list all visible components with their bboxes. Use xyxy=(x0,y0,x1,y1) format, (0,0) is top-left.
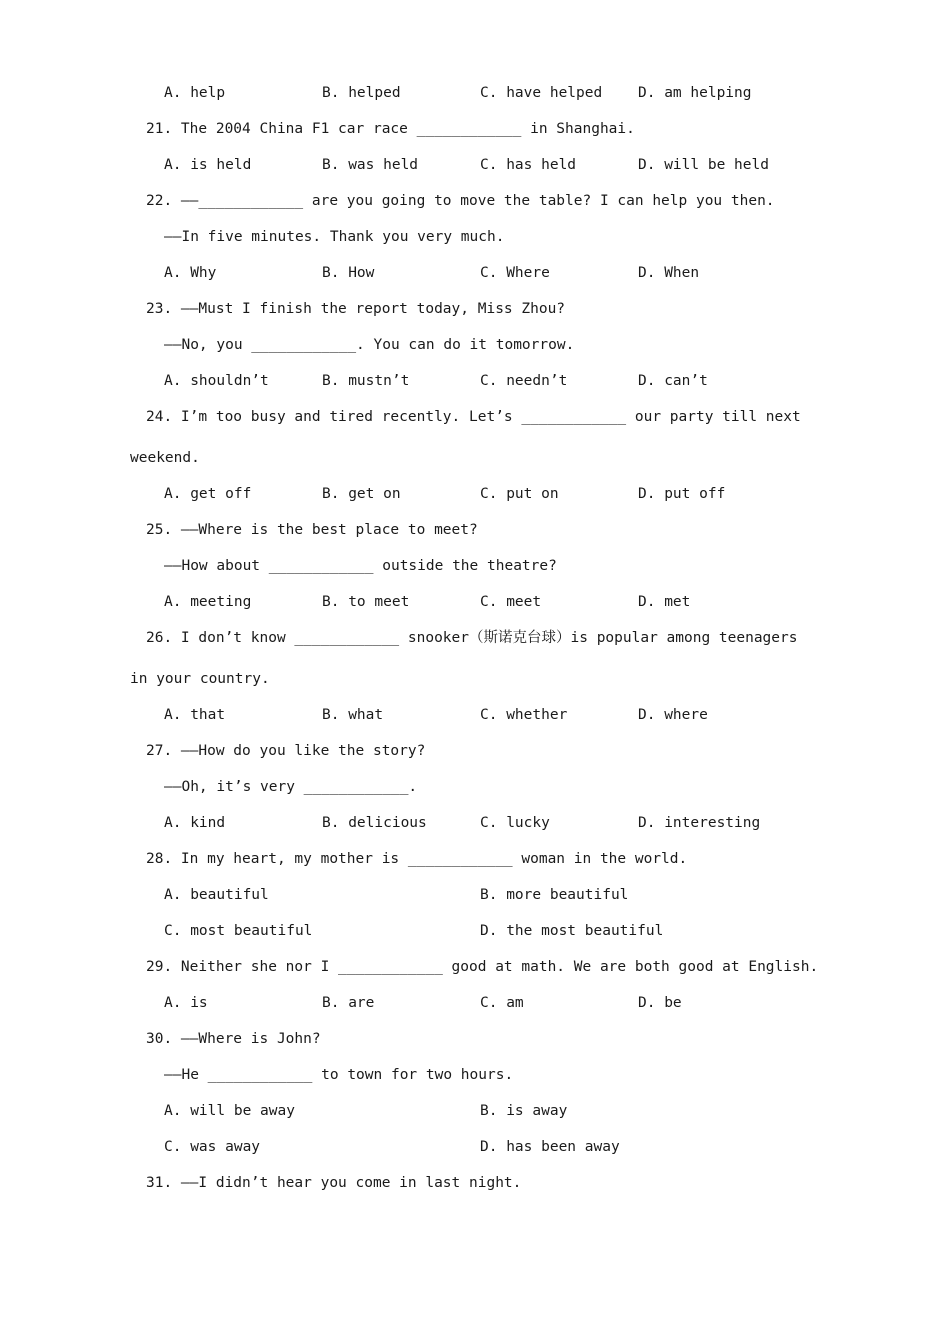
answer-option: B. mustn’t xyxy=(322,373,410,389)
question-text: 26. I don’t know ____________ snooker（斯诺克台球）is popular among teenagers xyxy=(146,630,798,646)
answer-option: D. met xyxy=(638,594,691,610)
answer-option: D. interesting xyxy=(638,815,761,831)
answer-option: B. delicious xyxy=(322,815,427,831)
answer-option: C. lucky xyxy=(480,815,550,831)
question-text: 23. ——Must I finish the report today, Miss Zhou? xyxy=(146,301,566,317)
answer-option: A. beautiful xyxy=(164,887,269,903)
answer-option: C. whether xyxy=(480,707,568,723)
question-text: 29. Neither she nor I ____________ good at math. We are both good at English. xyxy=(146,959,819,975)
answer-option: A. shouldn’t xyxy=(164,373,269,389)
dialog-line: ——No, you ____________. You can do it tomorrow. xyxy=(164,337,575,353)
answer-option: D. has been away xyxy=(480,1139,620,1155)
answer-option: A. is held xyxy=(164,157,252,173)
question-text: 27. ——How do you like the story? xyxy=(146,743,426,759)
answer-option: D. will be held xyxy=(638,157,769,173)
question-text: 31. ——I didn’t hear you come in last night. xyxy=(146,1175,522,1191)
question-text: 21. The 2004 China F1 car race ____________ in Shanghai. xyxy=(146,121,635,137)
answer-option: A. get off xyxy=(164,486,252,502)
answer-option: A. kind xyxy=(164,815,226,831)
dialog-line: ——Oh, it’s very ____________. xyxy=(164,779,418,795)
answer-option: C. meet xyxy=(480,594,542,610)
answer-option: A. will be away xyxy=(164,1103,295,1119)
question-continuation: weekend. xyxy=(130,450,200,466)
question-text: 28. In my heart, my mother is ____________ woman in the world. xyxy=(146,851,688,867)
answer-option: D. When xyxy=(638,265,700,281)
dialog-line: ——How about ____________ outside the theatre? xyxy=(164,558,557,574)
answer-option: C. most beautiful xyxy=(164,923,313,939)
dialog-line: ——In five minutes. Thank you very much. xyxy=(164,229,505,245)
answer-option: A. is xyxy=(164,995,208,1011)
answer-option: B. is away xyxy=(480,1103,568,1119)
answer-option: D. put off xyxy=(638,486,726,502)
question-text: 24. I’m too busy and tired recently. Let’s ____________ our party till next xyxy=(146,409,801,425)
answer-option: A. meeting xyxy=(164,594,252,610)
answer-option: B. to meet xyxy=(322,594,410,610)
answer-option: C. Where xyxy=(480,265,550,281)
answer-option: C. was away xyxy=(164,1139,261,1155)
answer-option: B. was held xyxy=(322,157,419,173)
question-text: 30. ——Where is John? xyxy=(146,1031,321,1047)
answer-option: B. what xyxy=(322,707,384,723)
answer-option: B. more beautiful xyxy=(480,887,629,903)
answer-option: B. get on xyxy=(322,486,401,502)
answer-option: B. are xyxy=(322,995,375,1011)
answer-option: C. has held xyxy=(480,157,577,173)
question-continuation: in your country. xyxy=(130,671,270,687)
answer-option: C. needn’t xyxy=(480,373,568,389)
answer-option: B. helped xyxy=(322,85,401,101)
dialog-line: ——He ____________ to town for two hours. xyxy=(164,1067,514,1083)
answer-option: C. am xyxy=(480,995,524,1011)
answer-option: D. can’t xyxy=(638,373,708,389)
question-text: 22. ——____________ are you going to move the table? I can help you then. xyxy=(146,193,775,209)
answer-option: A. help xyxy=(164,85,226,101)
answer-option: B. How xyxy=(322,265,375,281)
answer-option: C. have helped xyxy=(480,85,603,101)
answer-option: D. be xyxy=(638,995,682,1011)
question-text: 25. ——Where is the best place to meet? xyxy=(146,522,478,538)
answer-option: D. am helping xyxy=(638,85,752,101)
answer-option: A. that xyxy=(164,707,226,723)
answer-option: D. where xyxy=(638,707,708,723)
answer-option: D. the most beautiful xyxy=(480,923,664,939)
answer-option: A. Why xyxy=(164,265,217,281)
answer-option: C. put on xyxy=(480,486,559,502)
